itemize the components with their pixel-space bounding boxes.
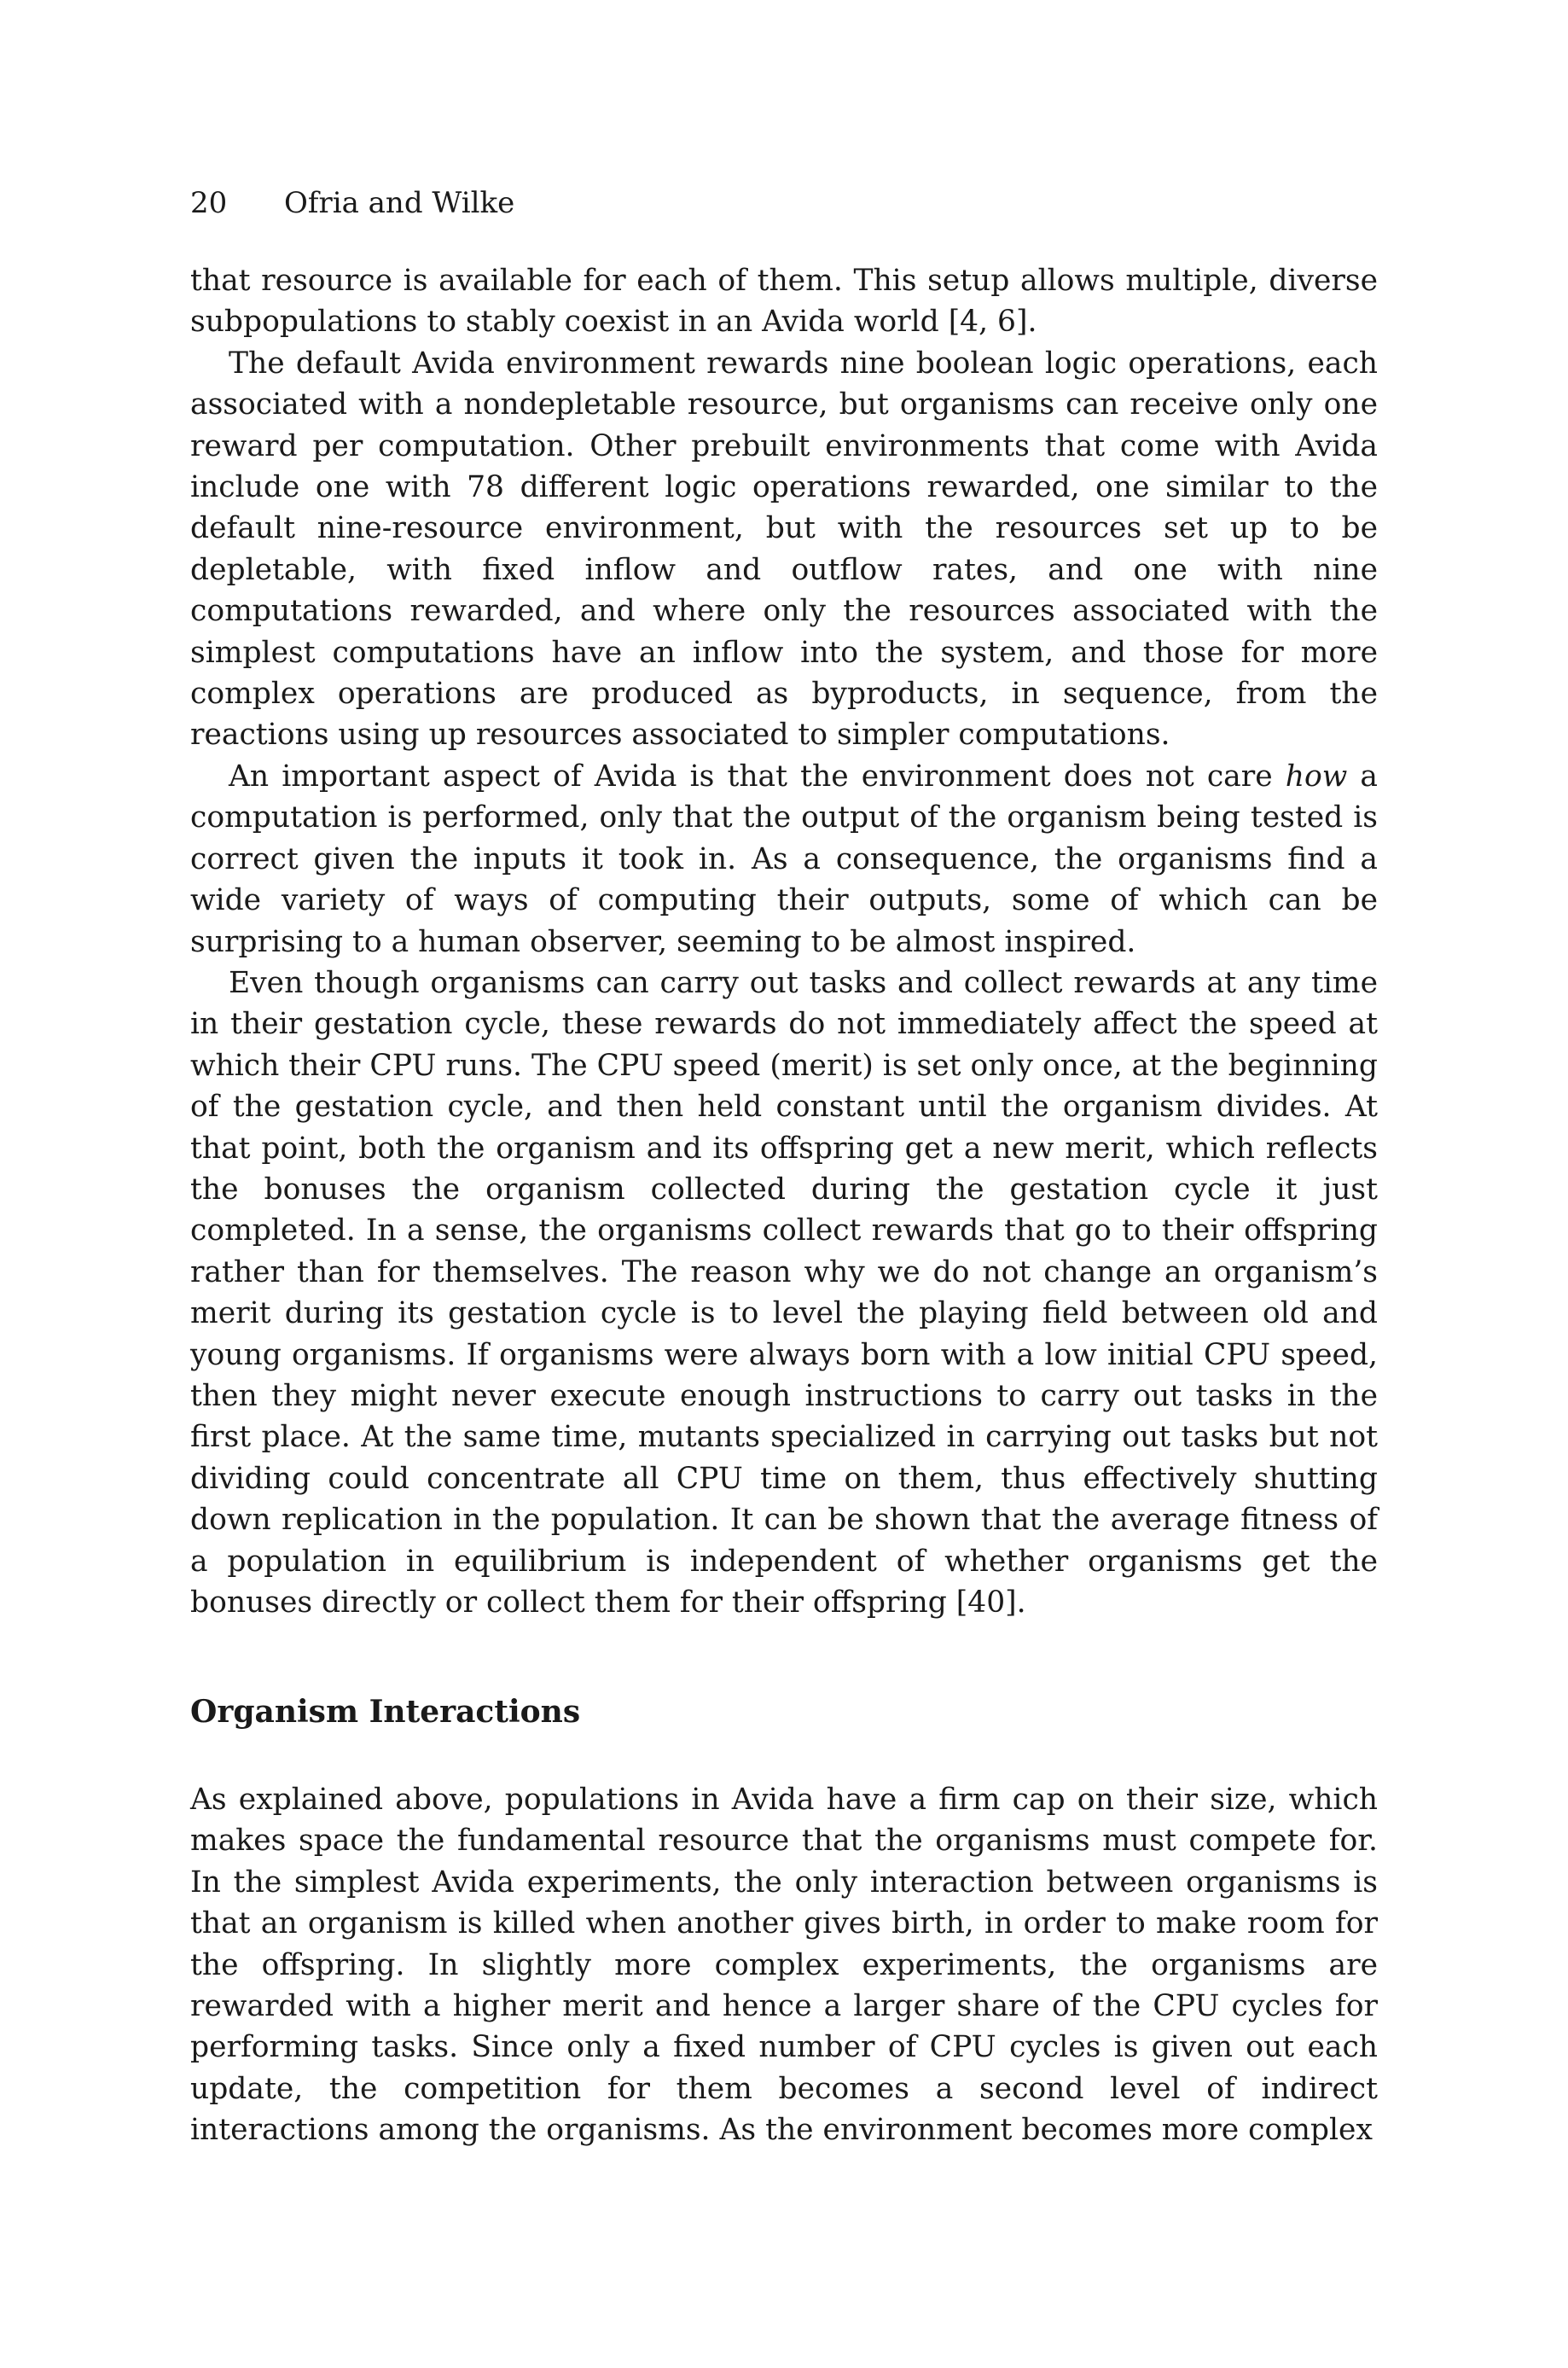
paragraph-text: a computation is performed, only that the output of the organism being tested is correct given the inputs it took in. As a consequence, the organisms find a wide variety of ways of computing their outputs, some of which can be surprising to a human observer, seeming to be almost inspired.: [190, 759, 1378, 959]
section-heading: Organism Interactions: [190, 1694, 581, 1730]
running-head-authors: Ofria and Wilke: [284, 186, 515, 220]
body-text: [190, 260, 1378, 1623]
emphasis-how: how: [1285, 759, 1348, 794]
paragraph-default-environment: The default Avida environment rewards nine boolean logic operations, each associated with a nondepletable resource, but organisms can receive only one reward per computation. Other prebuilt environments that come with Avida include one with 78 different logic operations rewarded, one similar to the default nine-resource environment, but with the resources set up to be depletable, with fixed inflow and outflow rates, and one with nine computations rewarded, and where only the resources associated with the simplest computations have an inflow into the system, and those for more complex operations are produced as byproducts, in sequence, from the reactions using up resources associated to simpler computations.: [190, 346, 1378, 753]
running-head: [190, 186, 514, 220]
paragraph-continued: that resource is available for each of them. This setup allows multiple, diverse subpopulations to stably coexist in an Avida world [4, 6].: [190, 264, 1378, 340]
page-number: 20: [190, 186, 228, 220]
paragraph-text: An important aspect of Avida is that the environment does not care: [229, 759, 1286, 794]
paragraph-organism-interactions: As explained above, populations in Avida have a firm cap on their size, which makes space the fundamental resource that the organisms must compete for. In the simplest Avida experiments, the only interaction between organisms is that an organism is killed when another gives birth, in order to make room for the offspring. In slightly more complex experiments, the organisms are rewarded with a higher merit and hence a larger share of the CPU cycles for performing tasks. Since only a fixed number of CPU cycles is given out each update, the competition for them becomes a second level of indirect interactions among the organisms. As the environment becomes more complex: [190, 1783, 1378, 2148]
section-body: [190, 1779, 1378, 2151]
paragraph-gestation-rewards: Even though organisms can carry out tasks and collect rewards at any time in their gestation cycle, these rewards do not immediately affect the speed at which their CPU runs. The CPU speed (merit) is set only once, at the beginning of the gestation cycle, and then held constant until the organism divides. At that point, both the organism and its offspring get a new merit, which reflects the bonuses the organism collected during the gestation cycle it just completed. In a sense, the organisms collect rewards that go to their offspring rather than for themselves. The reason why we do not change an organism’s merit during its gestation cycle is to level the playing field between old and young organisms. If organisms were always born with a low initial CPU speed, then they might never execute enough instructions to carry out tasks in the first place. At the same time, mutants specialized in carrying out tasks but not dividing could concentrate all CPU time on them, thus effectively shutting down replication in the population. It can be shown that the average fitness of a population in equilibrium is independent of whether organisms get the bonuses directly or collect them for their offspring [40].: [190, 965, 1378, 1620]
paragraph-computation-aspect: [190, 756, 1378, 963]
